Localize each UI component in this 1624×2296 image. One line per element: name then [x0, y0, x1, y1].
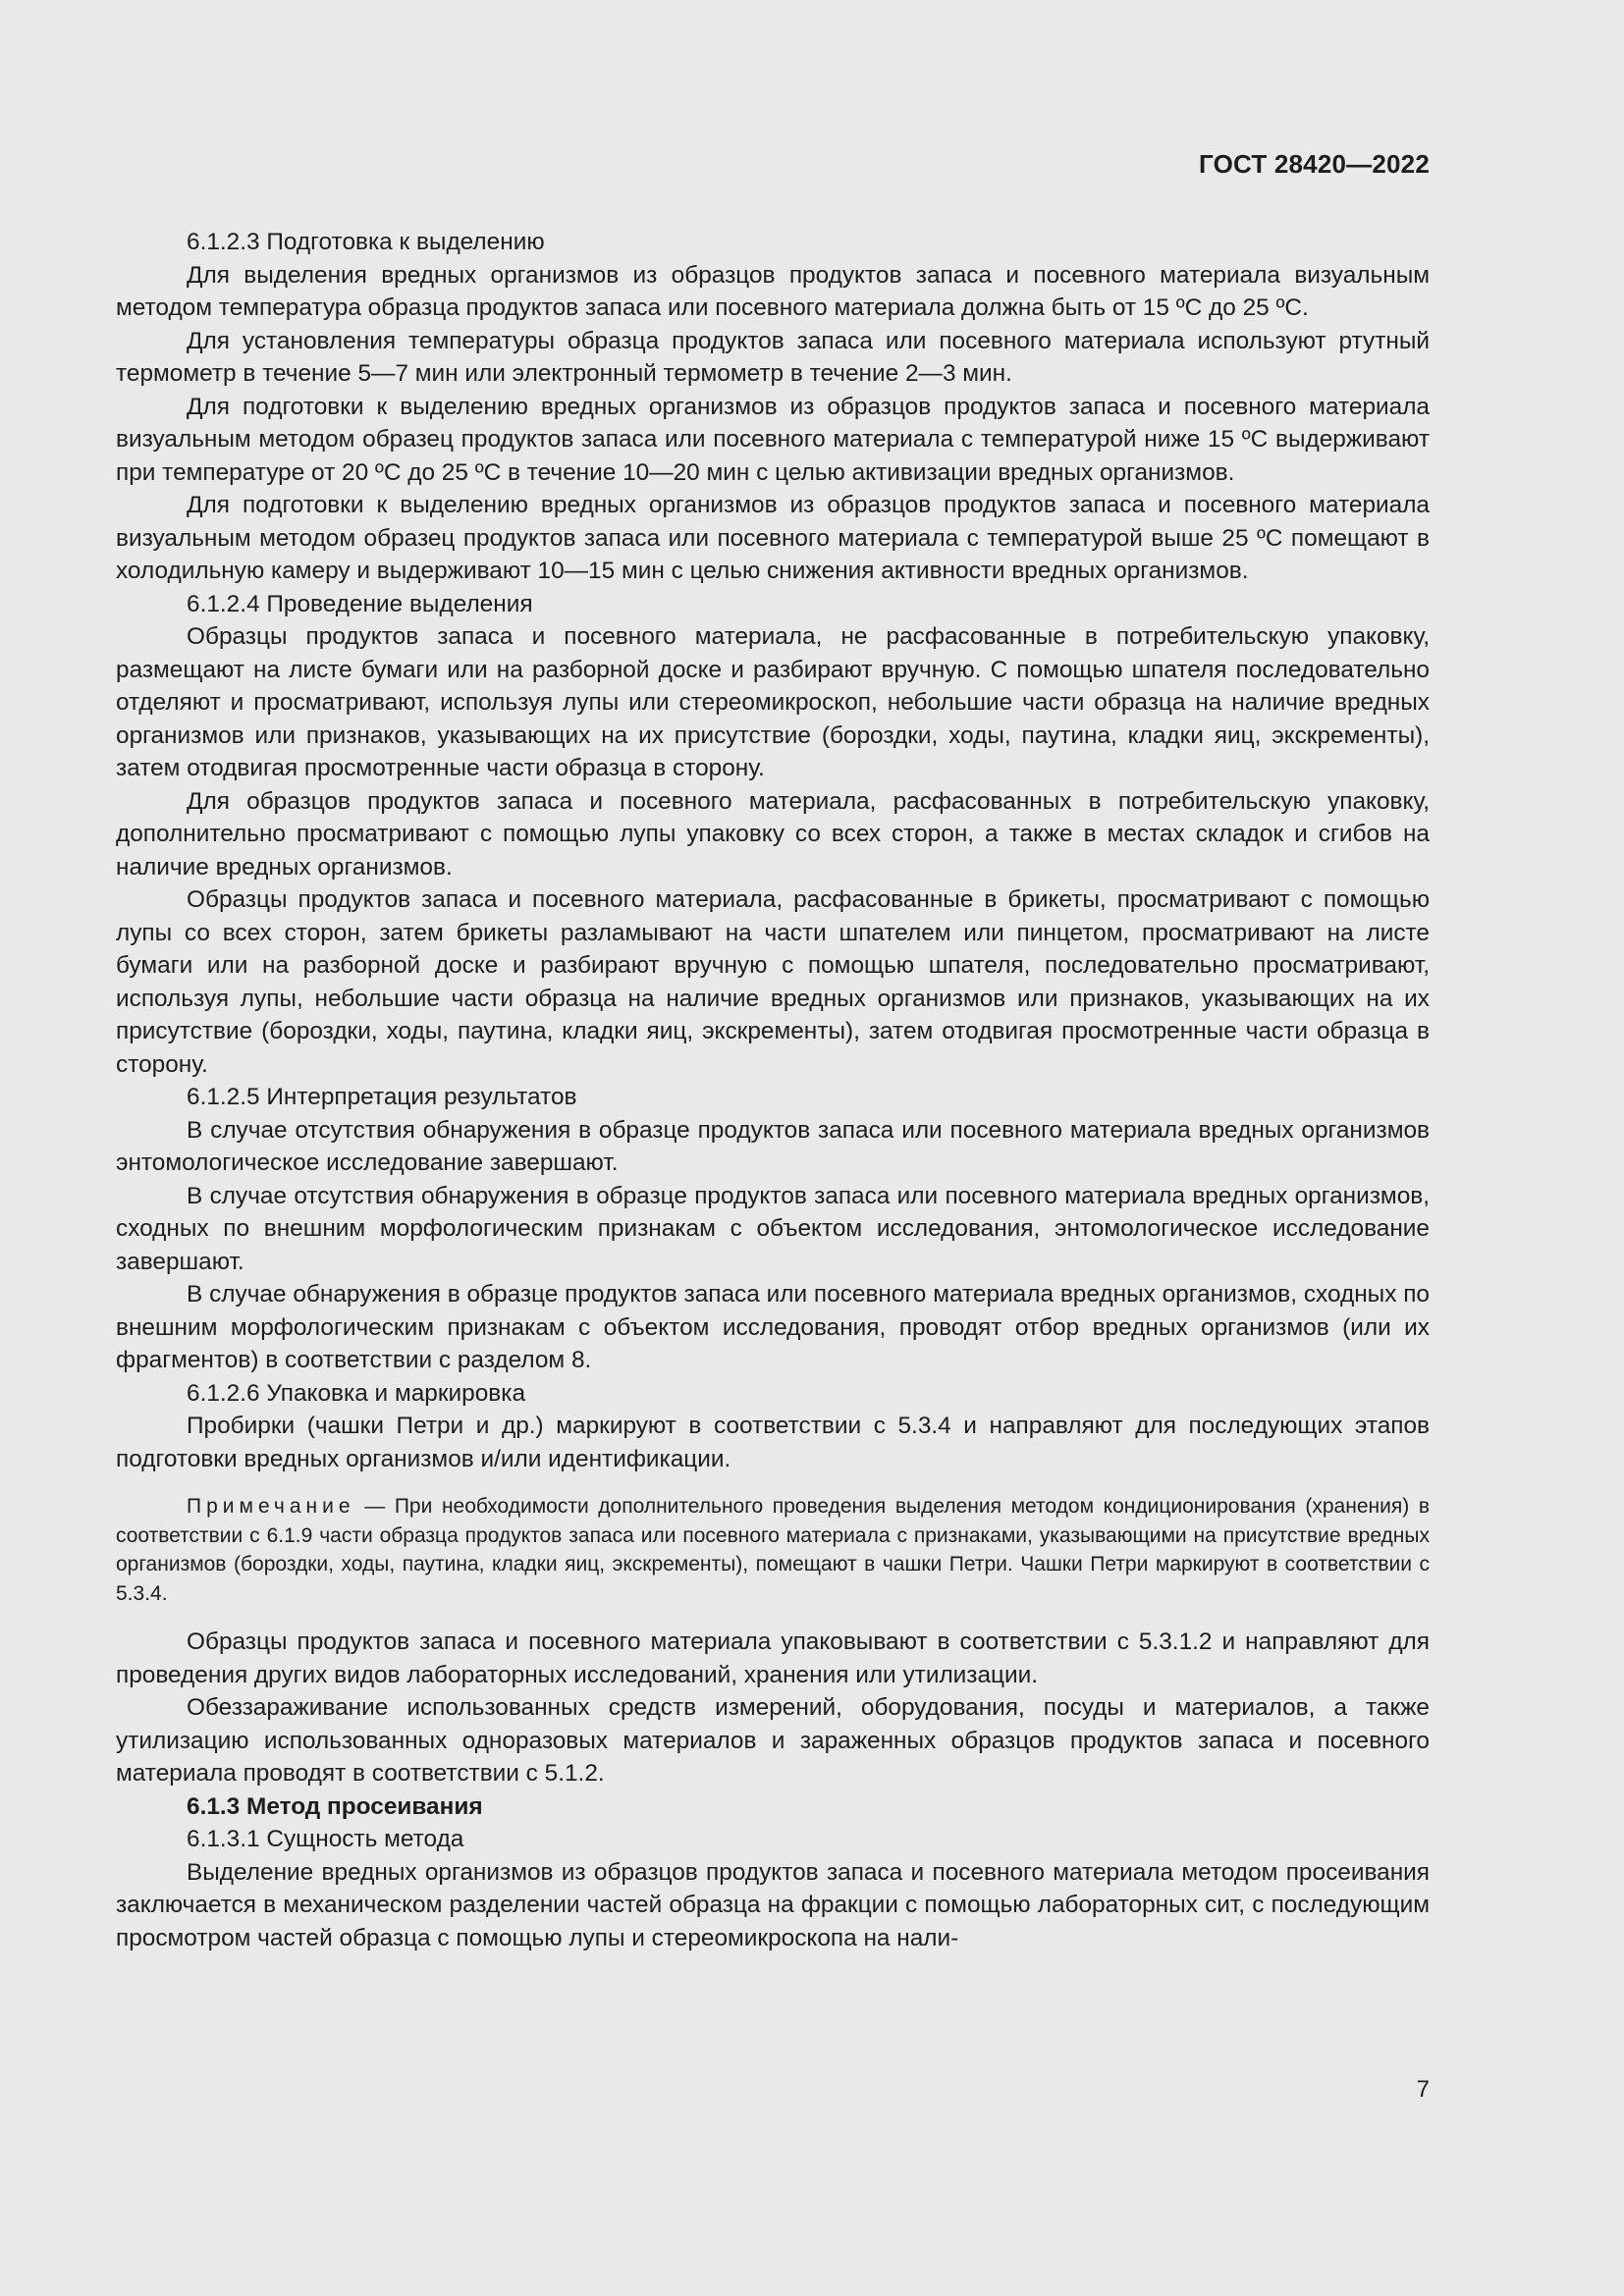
- subsection-heading-6-1-2-3: 6.1.2.3 Подготовка к выделению: [187, 229, 545, 255]
- body-paragraph: Для установления температуры образца продуктов запаса или посевного материала используют ртутный термометр в течение 5—7 мин или электронный термометр в течение 2—3 мин.: [116, 327, 1430, 387]
- subsection-heading-6-1-2-4: 6.1.2.4 Проведение выделения: [187, 590, 533, 617]
- body-paragraph: Образцы продуктов запаса и посевного материала, не расфасованные в потребительскую упаковку, размещают на листе бумаги или на разборной доске и разбирают вручную. С помощью шпателя последовательно отделяют и просматривают, используя лупы или стереомикроскоп, небольшие части образца на наличие вредных организмов или признаков, указывающих на их присутствие (бороздки, ходы, паутина, кладки яиц, экскременты), затем отодвигая просмотренные части образца в сторону.: [116, 623, 1430, 781]
- body-paragraph: В случае отсутствия обнаружения в образце продуктов запаса или посевного материала вредных организмов энтомологическое исследование завершают.: [116, 1116, 1430, 1176]
- body-paragraph: Для образцов продуктов запаса и посевного материала, расфасованных в потребительскую упаковку, дополнительно просматривают с помощью лупы упаковку со всех сторон, а также в местах складок и сгибов на наличие вредных организмов.: [116, 787, 1430, 881]
- body-paragraph: Для подготовки к выделению вредных организмов из образцов продуктов запаса и посевного материала визуальным методом образец продуктов запаса или посевного материала с температурой ниже 15 ºС выдерживают при температуре от 20 ºС до 25 ºС в течение 10—20 мин с целью активизации вредных организмов.: [116, 393, 1430, 486]
- body-paragraph: Обеззараживание использованных средств измерений, оборудования, посуды и материалов, а также утилизацию использованных одноразовых материалов и зараженных образцов продуктов запаса и посевного материала проводят в соответствии с 5.1.2.: [116, 1694, 1430, 1787]
- body-paragraph: В случае обнаружения в образце продуктов запаса или посевного материала вредных организмов, сходных по внешним морфологическим признакам с объектом исследования, проводят отбор вредных организмов (или их фрагментов) в соответствии с разделом 8.: [116, 1281, 1430, 1373]
- section-heading-6-1-3: 6.1.3 Метод просеивания: [187, 1792, 483, 1820]
- subsection-heading-6-1-3-1: 6.1.3.1 Сущность метода: [187, 1826, 464, 1852]
- document-code-header: ГОСТ 28420—2022: [1199, 149, 1430, 179]
- note-label: Примечание: [187, 1495, 355, 1518]
- note-text: — При необходимости дополнительного проведения выделения методом кондиционирования (хранения) в соответствии с 6.1.9 части образца продуктов запаса или посевного материала с признаками, указывающими на присутствие вредных организмов (бороздки, ходы, паутина, кладки яиц, экскременты), помещают в чашки Петри. Чашки Петри маркируют в соответствии с 5.3.4.: [116, 1495, 1430, 1605]
- body-paragraph: Выделение вредных организмов из образцов продуктов запаса и посевного материала методом просеивания заключается в механическом разделении частей образца на фракции с помощью лабораторных сит, с последующим просмотром частей образца с помощью лупы и стереомикроскопа на нали-: [116, 1858, 1430, 1951]
- note-paragraph: [116, 1492, 1430, 1608]
- body-paragraph: Для подготовки к выделению вредных организмов из образцов продуктов запаса и посевного материала визуальным методом образец продуктов запаса или посевного материала с температурой выше 25 ºС помещают в холодильную камеру и выдерживают 10—15 мин с целью снижения активности вредных организмов.: [116, 492, 1430, 584]
- page-number: 7: [1416, 2076, 1430, 2103]
- subsection-heading-6-1-2-5: 6.1.2.5 Интерпретация результатов: [187, 1084, 577, 1110]
- body-paragraph: Пробирки (чашки Петри и др.) маркируют в соответствии с 5.3.4 и направляют для последующих этапов подготовки вредных организмов и/или идентификации.: [116, 1413, 1430, 1472]
- subsection-heading-6-1-2-6: 6.1.2.6 Упаковка и маркировка: [187, 1379, 526, 1407]
- body-paragraph: Образцы продуктов запаса и посевного материала упаковывают в соответствии с 5.3.1.2 и направляют для проведения других видов лабораторных исследований, хранения или утилизации.: [116, 1629, 1430, 1688]
- body-paragraph: Для выделения вредных организмов из образцов продуктов запаса и посевного материала визуальным методом температура образца продуктов запаса или посевного материала должна быть от 15 ºС до 25 ºС.: [116, 261, 1430, 321]
- document-body: [116, 226, 1430, 1954]
- body-paragraph: В случае отсутствия обнаружения в образце продуктов запаса или посевного материала вредных организмов, сходных по внешним морфологическим признакам с объектом исследования, энтомологическое исследование завершают.: [116, 1182, 1430, 1275]
- body-paragraph: Образцы продуктов запаса и посевного материала, расфасованные в брикеты, просматривают с помощью лупы со всех сторон, затем брикеты разламывают на части шпателем или пинцетом, просматривают на листе бумаги или на разборной доске и разбирают вручную с помощью шпателя, последовательно просматривают, используя лупы, небольшие части образца на наличие вредных организмов или признаков, указывающих на их присутствие (бороздки, ходы, паутина, кладки яиц, экскременты), затем отодвигая просмотренные части образца в сторону.: [116, 886, 1430, 1078]
